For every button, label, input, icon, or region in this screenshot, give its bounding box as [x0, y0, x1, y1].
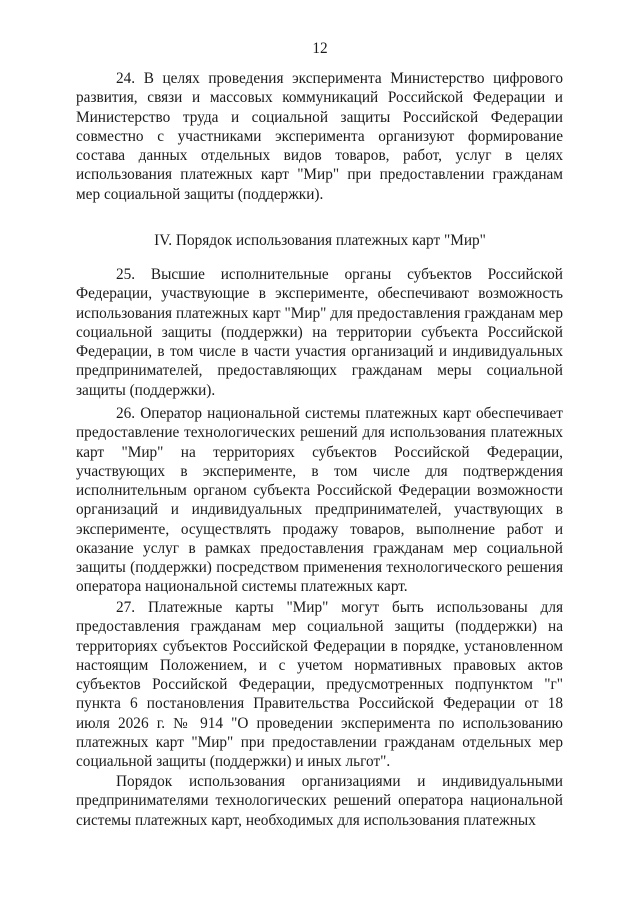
page-number: 12: [312, 40, 328, 57]
paragraph-text: 26. Оператор национальной системы платежных карт обеспечивает предоставление технологических решений для использования платежных карт "Мир" на территориях субъектов Российской Федерации, участвующих в эксперименте, в том числе для подтверждения исполнительным органом субъекта Российской Федерации возможности организаций и индивидуальных предпринимателей, участвующих в эксперименте, осуществлять продажу товаров, выполнение работ и оказание услуг в рамках предоставления гражданам мер социальной защиты (поддержки) посредством применения технологического решения оператора национальной системы платежных карт.: [76, 405, 563, 596]
paragraph-text: 25. Высшие исполнительные органы субъектов Российской Федерации, участвующие в эксперименте, обеспечивают возможность использования платежных карт "Мир" для предоставления гражданам мер социальной защиты (поддержки) на территории субъекта Российской Федерации, в том числе в части участия организаций и индивидуальных предпринимателей, предоставляющих гражданам меры социальной защиты (поддержки).: [76, 266, 563, 399]
paragraph-27: [76, 598, 563, 771]
paragraph-28: [76, 772, 563, 830]
paragraph-text: 27. Платежные карты "Мир" могут быть использованы для предоставления гражданам мер социальной защиты (поддержки) на территориях субъектов Российской Федерации в порядке, установленном настоящим Положением, и с учетом нормативных правовых актов субъектов Российской Федерации, предусмотренных подпунктом "г" пункта 6 постановления Правительства Российской Федерации от 18 июля 2026 г. № 914 "О проведении эксперимента по использованию платежных карт "Мир" при предоставлении гражданам отдельных мер социальной защиты (поддержки) и иных льгот".: [76, 599, 563, 770]
paragraph-text: 24. В целях проведения эксперимента Министерство цифрового развития, связи и массовых коммуникаций Российской Федерации и Министерство труда и социальной защиты Российской Федерации совместно с участниками эксперимента организуют формирование состава данных отдельных видов товаров, работ, услуг в целях использования платежных карт "Мир" при предоставлении гражданам мер социальной защиты (поддержки).: [76, 70, 563, 203]
paragraph-24: [76, 69, 563, 204]
section-heading: IV. Порядок использования платежных карт "Мир": [154, 232, 486, 249]
paragraph-text: Порядок использования организациями и индивидуальными предпринимателями технологических решений оператора национальной системы платежных карт, необходимых для использования платежных: [76, 773, 563, 829]
paragraph-26: [76, 404, 563, 597]
paragraph-25: [76, 265, 563, 400]
